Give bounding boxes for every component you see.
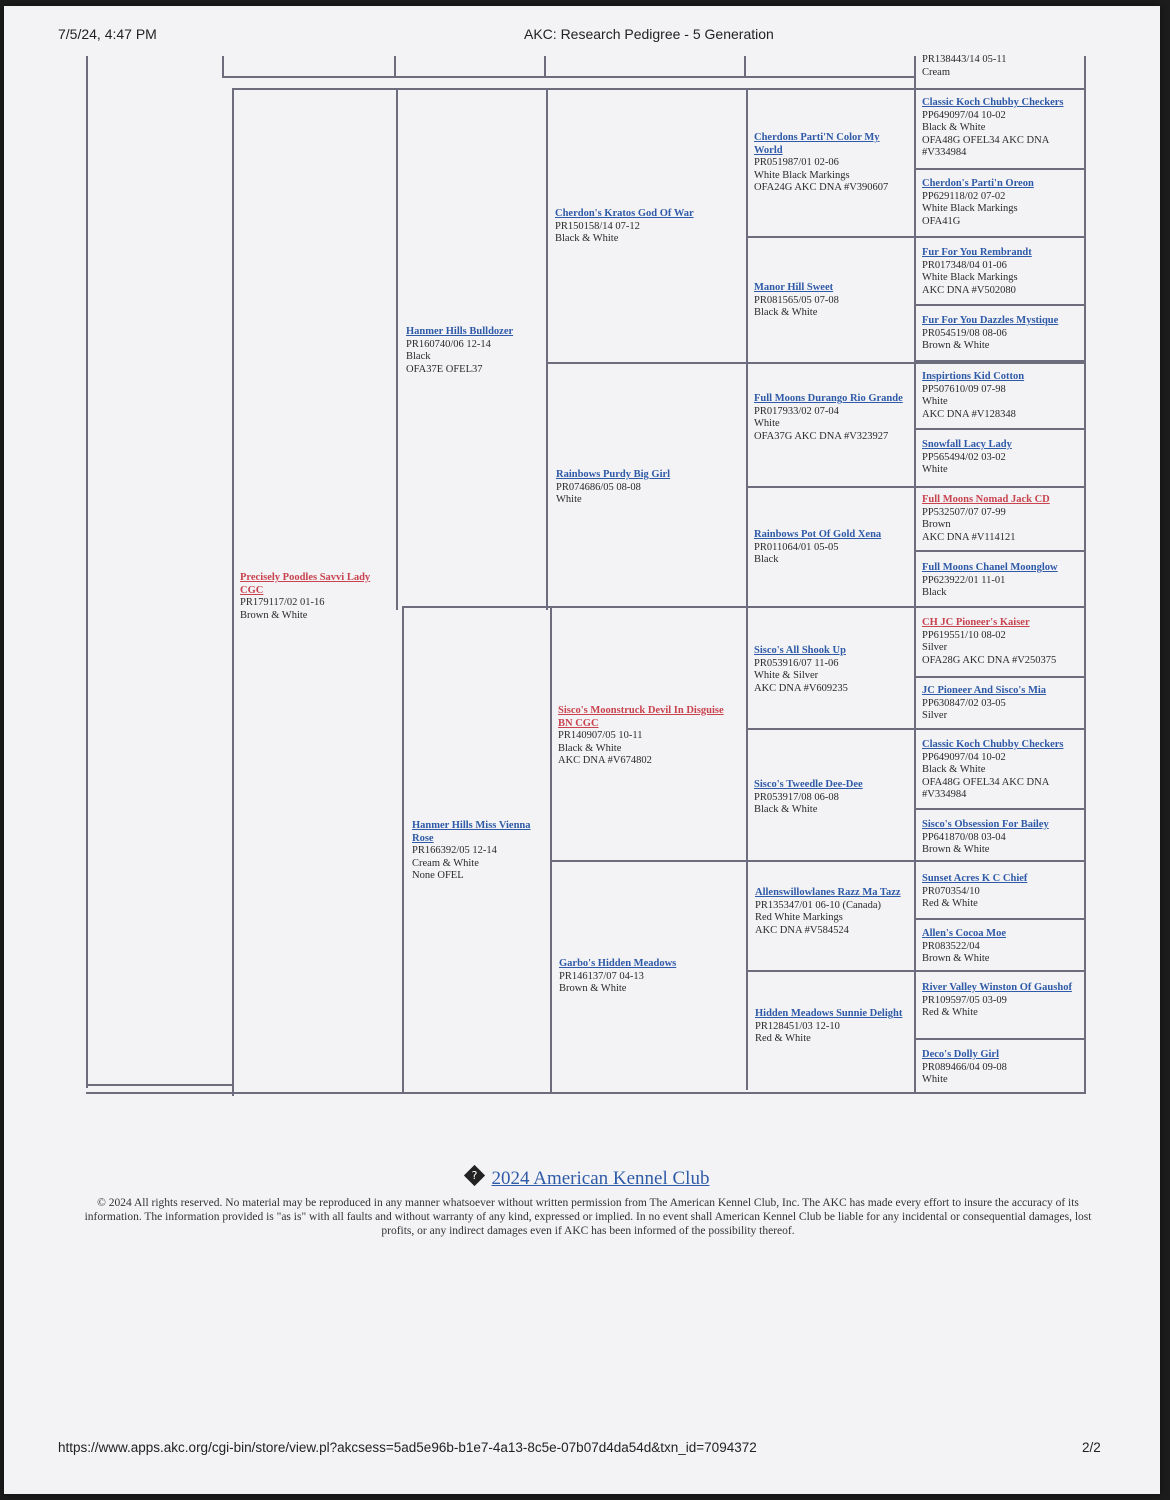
registration-number: PR089466/04 09-08 — [922, 1061, 1007, 1073]
dog-entry — [922, 178, 1080, 228]
registration-number: PR179117/02 01-16 — [240, 597, 325, 608]
dog-name-link[interactable]: Allen's Cocoa Moe — [922, 928, 1006, 939]
print-date: 7/5/24, 4:47 PM — [58, 26, 157, 42]
dog-name-link[interactable]: Deco's Dolly Girl — [922, 1049, 999, 1060]
registration-number: PR070354/10 — [922, 885, 980, 897]
dog-entry — [556, 469, 742, 507]
dog-name-link[interactable]: CH JC Pioneer's Kaiser — [922, 617, 1030, 628]
health-info: #V334984 — [922, 147, 967, 158]
color: White — [922, 1074, 948, 1085]
dog-entry — [754, 282, 910, 320]
registration-number: PR011064/01 05-05 — [754, 541, 839, 553]
dog-name-link[interactable]: Sunset Acres K C Chief — [922, 873, 1028, 884]
dog-name-link[interactable]: River Valley Winston Of Gaushof — [922, 982, 1072, 993]
dog-name-link[interactable]: Manor Hill Sweet — [754, 282, 834, 293]
registration-number: PR109597/05 03-09 — [922, 994, 1007, 1006]
dog-name-link[interactable]: Classic Koch Chubby Checkers — [922, 97, 1064, 108]
dog-entry — [755, 887, 911, 937]
health-info: #V334984 — [922, 789, 967, 800]
dog-name-link[interactable]: Cherdon's Parti'n Oreon — [922, 178, 1034, 189]
registration-number: PR128451/03 12-10 — [755, 1020, 840, 1032]
color: Black & White — [754, 307, 818, 318]
dog-entry — [922, 1049, 1080, 1087]
registration-number: PR150158/14 07-12 — [555, 220, 640, 232]
registration-number: PP619551/10 08-02 — [922, 629, 1006, 641]
color: White Black Markings — [922, 203, 1018, 214]
registration-number: PP623922/01 11-01 — [922, 574, 1006, 586]
health-info: AKC DNA #V584524 — [755, 924, 849, 936]
dog-entry — [922, 247, 1080, 297]
dog-name-link[interactable]: Cherdon's Kratos God Of War — [555, 208, 694, 219]
dog-entry — [754, 529, 910, 567]
registration-number: PP641870/08 03-04 — [922, 831, 1006, 843]
color: Brown — [922, 519, 951, 530]
color: Red White Markings — [755, 912, 843, 923]
dog-entry — [922, 617, 1080, 667]
color: Black & White — [558, 742, 622, 754]
color: Black & White — [754, 804, 818, 815]
health-info: AKC DNA #V128348 — [922, 408, 1016, 420]
color: Brown & White — [922, 340, 990, 351]
color: Black — [406, 351, 431, 362]
registration-number: PR083522/04 — [922, 940, 980, 952]
page-url: https://www.apps.akc.org/cgi-bin/store/view.pl?akcsess=5ad5e96b-b1e7-4a13-8c5e-07b07d4da54d&txn_id=7094372 — [58, 1440, 757, 1455]
color: Black — [922, 587, 947, 598]
color: Cream & White — [412, 857, 479, 869]
dog-name-link[interactable]: Full Moons Chanel Moonglow — [922, 562, 1058, 573]
registration-number: PP532507/07 07-99 — [922, 506, 1006, 518]
dog-entry — [922, 371, 1080, 421]
carryover-entry — [922, 54, 1080, 79]
dog-name-link[interactable]: Full Moons Durango Rio Grande — [754, 393, 903, 404]
dog-name-link[interactable]: Fur For You Rembrandt — [922, 247, 1032, 258]
dog-entry — [922, 494, 1080, 544]
dog-entry — [922, 739, 1080, 802]
dog-entry — [240, 572, 390, 622]
color: Brown & White — [922, 953, 990, 964]
dog-name-link[interactable]: Sisco's All Shook Up — [754, 645, 846, 656]
registration-number: PP630847/02 03-05 — [922, 697, 1006, 709]
health-info: AKC DNA #V114121 — [922, 531, 1016, 543]
registration-number: PR081565/05 07-08 — [754, 294, 839, 306]
dog-entry — [922, 873, 1080, 911]
registration-number: PR146137/07 04-13 — [559, 970, 644, 982]
color: Red & White — [922, 1007, 978, 1018]
dog-name-link[interactable]: Classic Koch Chubby Checkers — [922, 739, 1064, 750]
dog-name-link[interactable]: Inspirtions Kid Cotton — [922, 371, 1025, 382]
dog-name-link[interactable]: Snowfall Lacy Lady — [922, 439, 1012, 450]
color: Black & White — [555, 233, 619, 244]
color: White Black Markings — [922, 272, 1018, 283]
registration-number: PR054519/08 08-06 — [922, 327, 1007, 339]
registration-number: PR051987/01 02-06 — [754, 157, 839, 168]
color: White — [922, 396, 948, 407]
dog-name-link[interactable]: Sisco's Moonstruck Devil In Disguise BN CGC — [558, 705, 724, 729]
registration-number: PR166392/05 12-14 — [412, 845, 497, 856]
registration-number: PR140907/05 10-11 — [558, 730, 643, 741]
registration-number: PP565494/02 03-02 — [922, 451, 1006, 463]
dog-entry — [922, 928, 1080, 966]
dog-name-link[interactable]: Allenswillowlanes Razz Ma Tazz — [755, 887, 901, 898]
dog-entry — [922, 439, 1080, 477]
registration-number: PP629118/02 07-02 — [922, 190, 1006, 202]
dog-entry — [922, 819, 1080, 857]
dog-entry — [922, 982, 1080, 1020]
dog-entry — [754, 132, 910, 195]
dog-entry — [922, 97, 1080, 160]
color: Cream — [922, 66, 950, 78]
health-info: AKC DNA #V609235 — [754, 682, 848, 694]
registration-number: PP649097/04 10-02 — [922, 109, 1006, 121]
color: Black — [754, 554, 779, 565]
dog-entry — [922, 315, 1080, 353]
dog-entry — [754, 393, 910, 443]
health-info: OFA48G OFEL34 AKC DNA — [922, 134, 1050, 146]
color: White — [754, 418, 780, 429]
dog-name-link[interactable]: Fur For You Dazzles Mystique — [922, 315, 1059, 326]
dog-name-link[interactable]: Garbo's Hidden Meadows — [559, 958, 677, 969]
health-info: None OFEL — [412, 870, 464, 881]
health-info: OFA37G AKC DNA #V323927 — [754, 430, 889, 442]
akc-footer-link[interactable]: 2024 American Kennel Club — [491, 1168, 710, 1189]
color: White Black Markings — [754, 169, 850, 181]
color: White — [922, 464, 948, 475]
copyright-notice: © 2024 All rights reserved. No material may be reproduced in any manner whatsoever without written permission from The American Kennel Club, Inc. The AKC has made every effort to insure the accuracy of its information. The information provided is "as is" with all faults and without warranty of any kind, expressed or implied. In no event shall American Kennel Club be liable for any incidental or consequential damages, lost profits, or any indirect damages even if AKC has been informed of the possibility thereof. — [84, 1197, 1092, 1237]
registration-number: PP507610/09 07-98 — [922, 383, 1006, 395]
dog-name-link[interactable]: JC Pioneer And Sisco's Mia — [922, 685, 1047, 696]
registration-number: PP649097/04 10-02 — [922, 751, 1006, 763]
dog-name-link[interactable]: Full Moons Nomad Jack CD — [922, 494, 1050, 505]
registration-number: PR135347/01 06-10 (Canada) — [755, 899, 881, 911]
page-title: AKC: Research Pedigree - 5 Generation — [524, 26, 774, 42]
dog-entry — [754, 645, 910, 695]
color: Brown & White — [559, 983, 627, 994]
dog-entry — [755, 1008, 911, 1046]
registration-number: PR160740/06 12-14 — [406, 338, 491, 350]
dog-name-link[interactable]: Hanmer Hills Miss Vienna Rose — [412, 820, 531, 844]
dog-entry — [754, 779, 910, 817]
dog-name-link[interactable]: Hanmer Hills Bulldozer — [406, 326, 514, 337]
color: Black & White — [922, 764, 986, 775]
health-info: OFA37E OFEL37 — [406, 363, 483, 375]
registration-number: PR017933/02 07-04 — [754, 405, 839, 417]
dog-entry — [559, 958, 743, 996]
health-info: AKC DNA #V674802 — [558, 755, 652, 766]
registration-number: PR053917/08 06-08 — [754, 791, 839, 803]
dog-name-link[interactable]: Precisely Poodles Savvi Lady CGC — [240, 572, 371, 596]
dog-name-link[interactable]: Sisco's Tweedle Dee-Dee — [754, 779, 863, 790]
health-info: OFA24G AKC DNA #V390607 — [754, 182, 889, 193]
page-number: 2/2 — [1082, 1440, 1101, 1455]
registration-number: PR138443/14 05-11 — [922, 54, 1007, 65]
color: Brown & White — [922, 844, 990, 855]
color: Black & White — [922, 122, 986, 133]
sire-entry — [406, 326, 540, 376]
health-info: OFA41G — [922, 215, 961, 227]
dam-entry — [412, 820, 546, 883]
dog-entry — [922, 562, 1080, 600]
unknown-character-icon: ? — [463, 1165, 484, 1186]
footer — [84, 1168, 1092, 1238]
color: White — [556, 494, 582, 505]
color: Red & White — [922, 898, 978, 909]
dog-entry — [555, 208, 741, 246]
color: Silver — [922, 642, 948, 653]
registration-number: PR017348/04 01-06 — [922, 259, 1007, 271]
dog-entry — [922, 685, 1080, 723]
dog-name-link[interactable]: Rainbows Pot Of Gold Xena — [754, 529, 882, 540]
registration-number: PR053916/07 11-06 — [754, 657, 839, 669]
color: Brown & White — [240, 609, 308, 621]
health-info: OFA28G AKC DNA #V250375 — [922, 654, 1057, 666]
health-info: OFA48G OFEL34 AKC DNA — [922, 776, 1050, 788]
dog-entry — [558, 705, 740, 768]
color: Red & White — [755, 1033, 811, 1044]
health-info: AKC DNA #V502080 — [922, 284, 1016, 296]
color: Silver — [922, 710, 948, 721]
dog-name-link[interactable]: Rainbows Purdy Big Girl — [556, 469, 671, 480]
dog-name-link[interactable]: Sisco's Obsession For Bailey — [922, 819, 1049, 830]
registration-number: PR074686/05 08-08 — [556, 481, 641, 493]
dog-name-link[interactable]: Hidden Meadows Sunnie Delight — [755, 1008, 903, 1019]
dog-name-link[interactable]: Cherdons Parti'N Color My World — [754, 132, 880, 156]
color: White & Silver — [754, 670, 819, 681]
